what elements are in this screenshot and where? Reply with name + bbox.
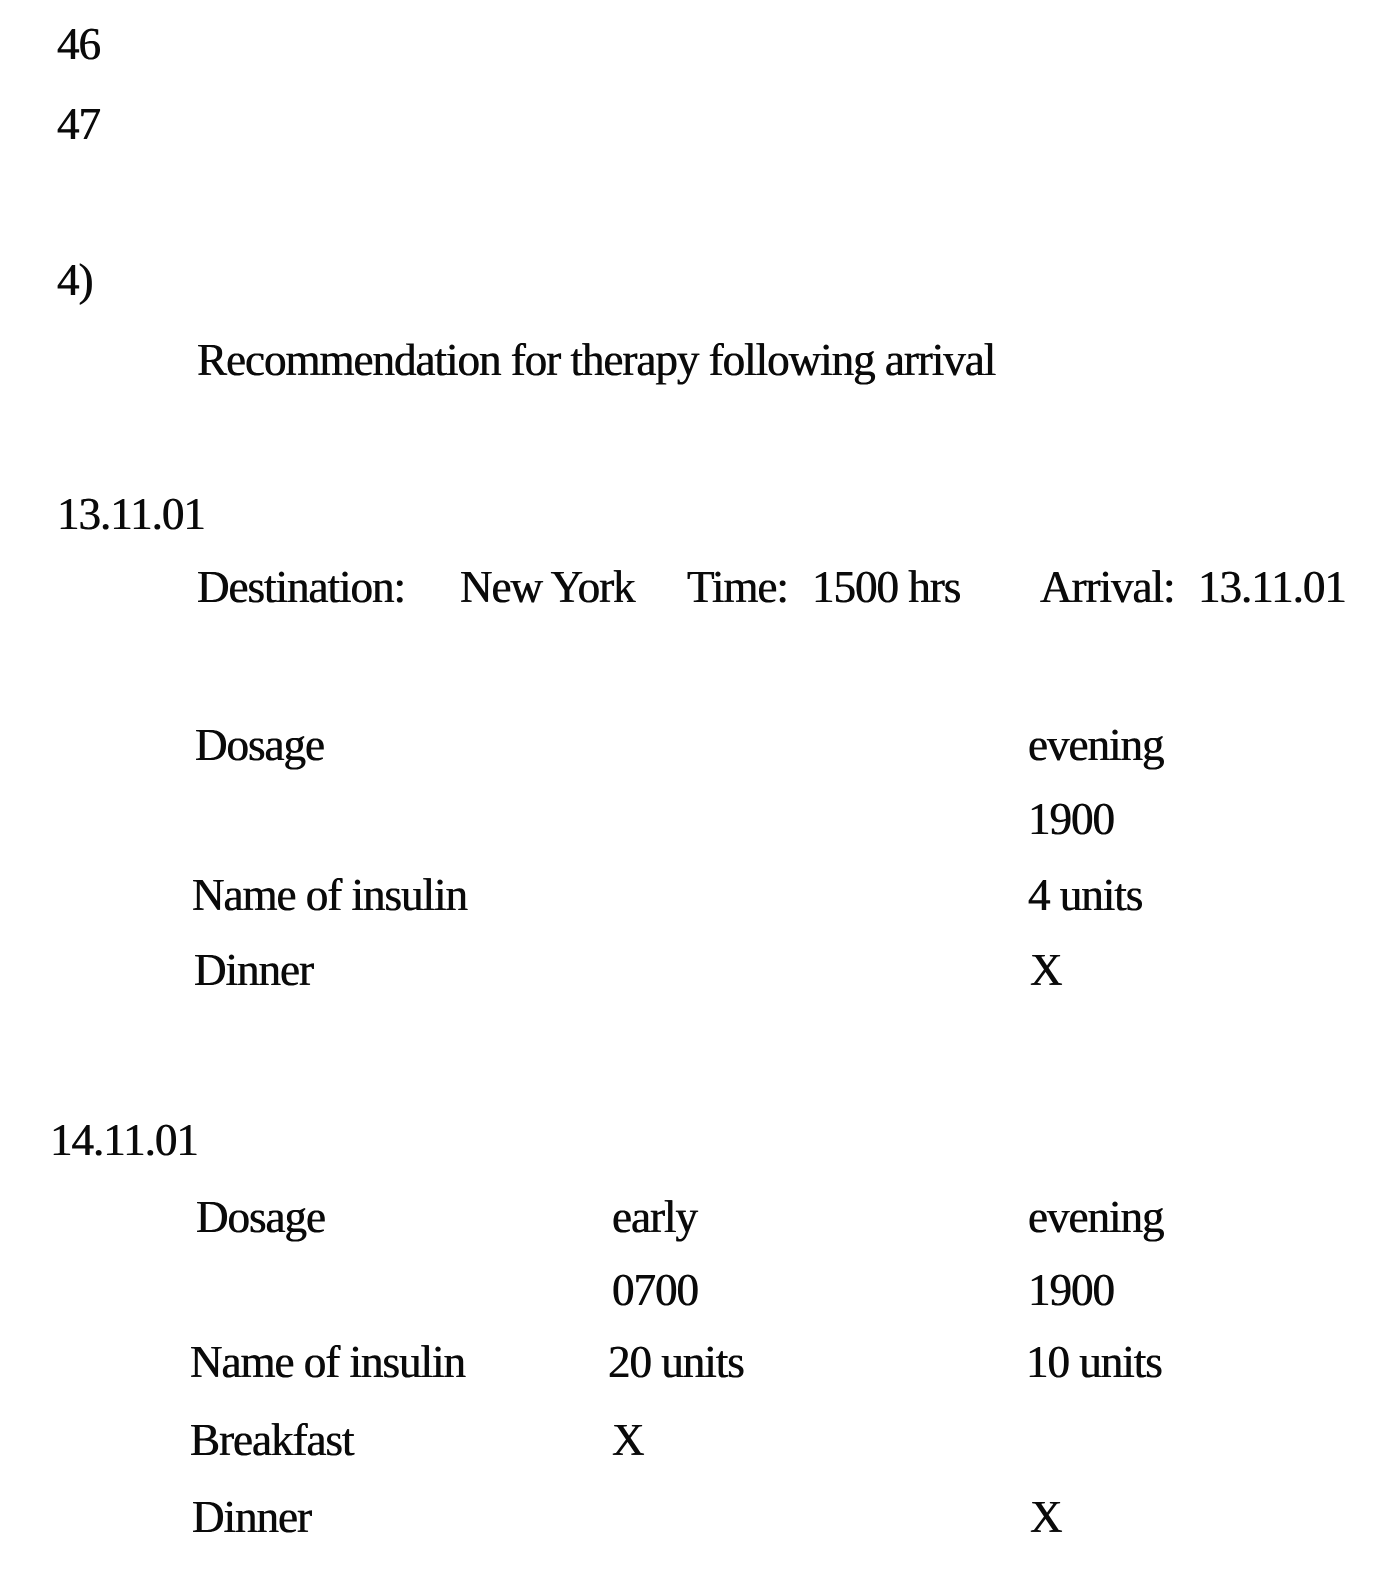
section2-breakfast-label: Breakfast xyxy=(190,1415,354,1465)
section1-dosage-label: Dosage xyxy=(195,720,324,770)
section2-breakfast-early-mark: X xyxy=(612,1415,644,1465)
arrival-label: Arrival: xyxy=(1040,562,1175,612)
section2-insulin-early-dose: 20 units xyxy=(608,1337,744,1387)
section2-early-time: 0700 xyxy=(612,1265,698,1315)
section2-date: 14.11.01 xyxy=(50,1115,198,1165)
time-label: Time: xyxy=(687,562,788,612)
section1-insulin-evening-dose: 4 units xyxy=(1028,870,1143,920)
section1-dinner-label: Dinner xyxy=(194,945,313,995)
section2-early-header: early xyxy=(612,1192,697,1242)
section2-insulin-evening-dose: 10 units xyxy=(1026,1337,1162,1387)
section1-evening-header: evening xyxy=(1028,720,1164,770)
arrival-value: 13.11.01 xyxy=(1198,562,1346,612)
section1-dinner-evening-mark: X xyxy=(1030,945,1062,995)
section1-insulin-label: Name of insulin xyxy=(192,870,467,920)
section2-dinner-evening-mark: X xyxy=(1030,1492,1062,1542)
section-title: Recommendation for therapy following arrival xyxy=(197,335,996,385)
line-number-46: 46 xyxy=(57,19,100,69)
section2-evening-header: evening xyxy=(1028,1192,1164,1242)
section1-date: 13.11.01 xyxy=(57,489,205,539)
line-number-47: 47 xyxy=(57,99,100,149)
destination-label: Destination: xyxy=(197,562,405,612)
destination-value: New York xyxy=(460,562,635,612)
section2-evening-time: 1900 xyxy=(1028,1265,1114,1315)
section2-dinner-label: Dinner xyxy=(192,1492,311,1542)
section2-insulin-label: Name of insulin xyxy=(190,1337,465,1387)
section1-evening-time: 1900 xyxy=(1028,794,1114,844)
section2-dosage-label: Dosage xyxy=(196,1192,325,1242)
item-number: 4) xyxy=(57,255,93,305)
time-value: 1500 hrs xyxy=(812,562,961,612)
